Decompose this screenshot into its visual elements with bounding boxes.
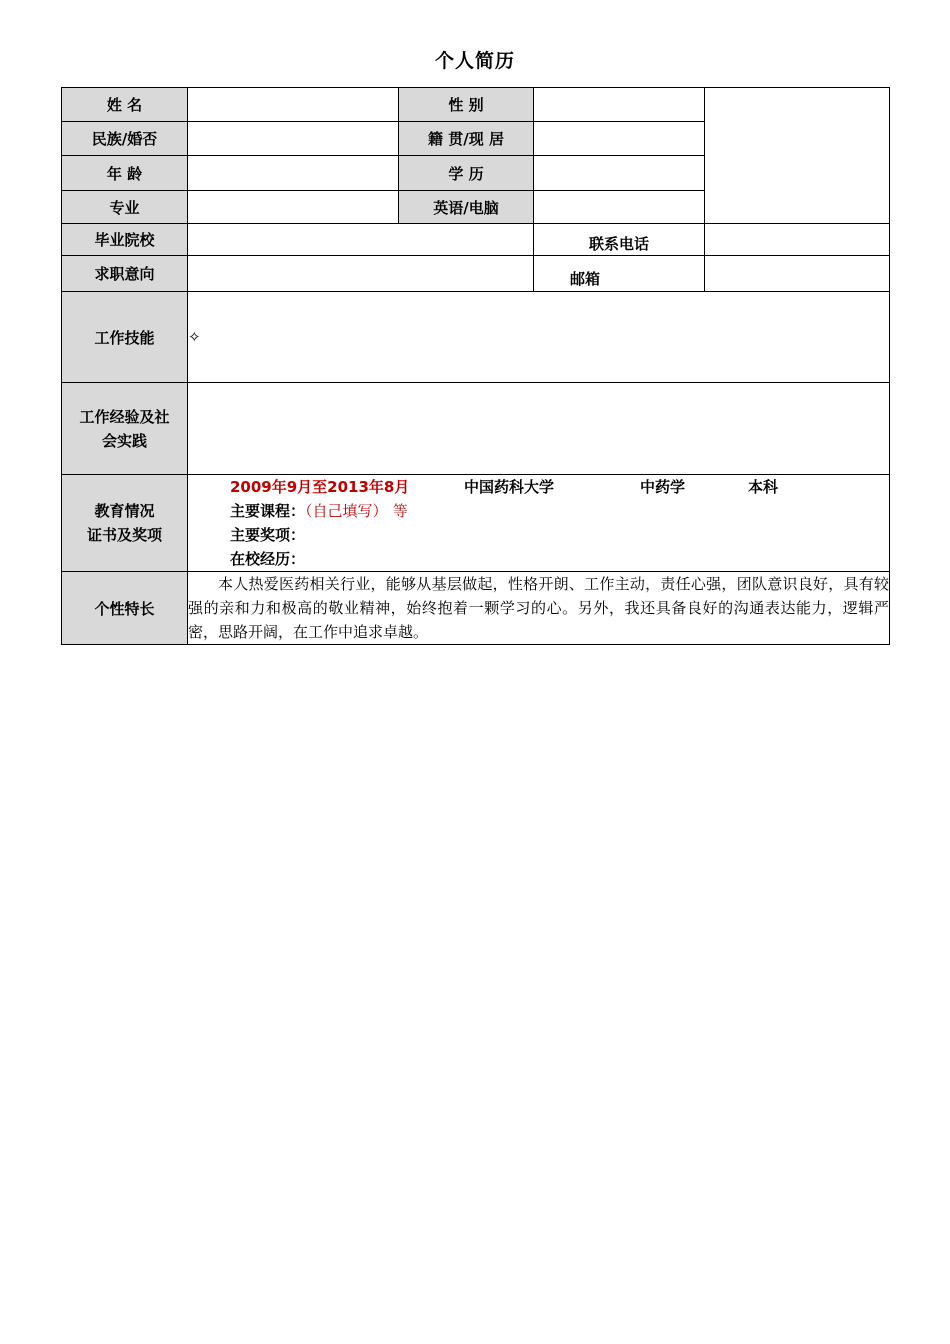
graduated-school-label: 毕业院校 <box>62 224 188 256</box>
campus-label: 在校经历： <box>230 550 306 568</box>
email-field[interactable] <box>705 256 890 292</box>
courses-label: 主要课程： <box>230 502 306 520</box>
major-label: 专业 <box>62 191 188 224</box>
english-computer-field[interactable] <box>534 191 705 224</box>
education-label-line1: 教育情况 <box>94 502 155 520</box>
experience-field[interactable] <box>188 383 890 475</box>
education-label-line2: 证书及奖项 <box>86 526 162 544</box>
personality-text: 本人热爱医药相关行业，能够从基层做起，性格开朗、工作主动，责任心强，团队意识良好，具有较强的亲和力和极高的敬业精神，始终抱着一颗学习的心。另外，我还具备良好的沟通表达能力，逻辑严密，思路开阔，在工作中追求卓越。 <box>188 575 889 641</box>
table-row <box>62 224 890 256</box>
education-level-label: 学 历 <box>399 156 534 191</box>
phone-label: 联系电话 <box>534 224 705 256</box>
work-skills-label: 工作技能 <box>62 292 188 383</box>
phone-field[interactable] <box>705 224 890 256</box>
hometown-residence-label: 籍 贯/现 居 <box>399 122 534 156</box>
table-row <box>62 475 890 572</box>
ethnicity-marital-label: 民族/婚否 <box>62 122 188 156</box>
education-school: 中国药科大学 <box>464 478 555 496</box>
education-level-field[interactable] <box>534 156 705 191</box>
education-degree: 本科 <box>748 478 779 496</box>
age-field[interactable] <box>188 156 399 191</box>
education-label <box>62 475 188 572</box>
experience-label-line1: 工作经验及社 <box>79 407 170 426</box>
table-row <box>62 88 890 122</box>
education-period: 2009年9月至2013年8月 <box>230 478 410 496</box>
courses-line <box>188 499 889 523</box>
education-major: 中药学 <box>640 478 686 496</box>
table-row <box>62 256 890 292</box>
experience-label <box>62 383 188 475</box>
sparkle-icon: ✧ <box>188 328 201 346</box>
age-label: 年 龄 <box>62 156 188 191</box>
resume-table <box>61 87 890 645</box>
courses-suffix: 等 <box>392 502 408 520</box>
major-field[interactable] <box>188 191 399 224</box>
name-field[interactable] <box>188 88 399 122</box>
education-period-line <box>188 475 889 499</box>
table-row <box>62 383 890 475</box>
page-title: 个人简历 <box>434 50 515 72</box>
name-label: 姓 名 <box>62 88 188 122</box>
awards-label: 主要奖项： <box>230 526 306 544</box>
gender-label: 性 别 <box>399 88 534 122</box>
experience-label-line2: 会实践 <box>101 431 147 450</box>
personality-field[interactable] <box>188 572 890 645</box>
job-intention-field[interactable] <box>188 256 534 292</box>
photo-area[interactable] <box>705 88 890 224</box>
graduated-school-field[interactable] <box>188 224 534 256</box>
hometown-residence-field[interactable] <box>534 122 705 156</box>
email-label: 邮箱 <box>534 256 705 292</box>
personality-label: 个性特长 <box>62 572 188 645</box>
ethnicity-marital-field[interactable] <box>188 122 399 156</box>
courses-value: （自己填写） <box>305 502 388 520</box>
work-skills-field[interactable] <box>188 292 890 383</box>
campus-line <box>188 547 889 571</box>
job-intention-label: 求职意向 <box>62 256 188 292</box>
table-row <box>62 572 890 645</box>
gender-field[interactable] <box>534 88 705 122</box>
table-row <box>62 292 890 383</box>
education-field[interactable] <box>188 475 890 572</box>
english-computer-label: 英语/电脑 <box>399 191 534 224</box>
awards-line <box>188 523 889 547</box>
